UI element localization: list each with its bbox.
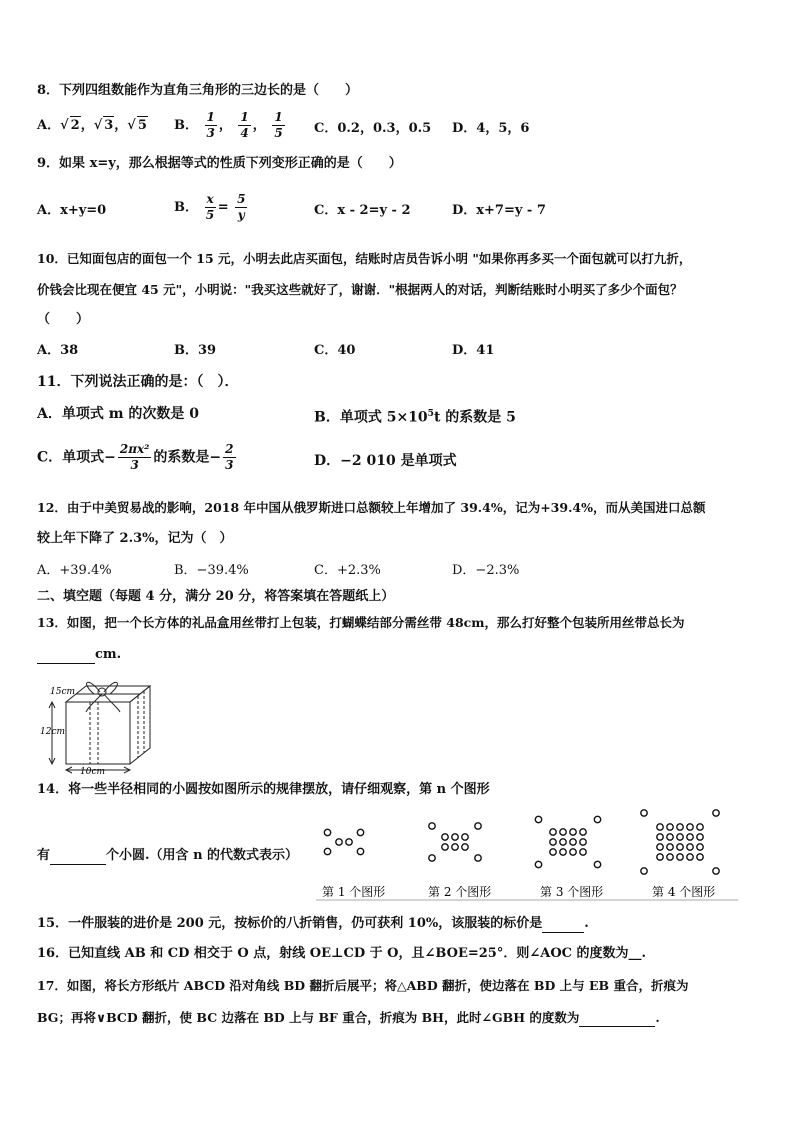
q11-option-b: B．单项式 $5\times 10^5t$ 的系数是 5 xyxy=(314,409,516,426)
pattern-circle xyxy=(687,834,693,840)
pattern-circle xyxy=(657,834,663,840)
pattern-circle xyxy=(667,834,673,840)
q8-option-b: B． $\frac{1}{3}$ ， $\frac{1}{4}$ ， $\frac{1}{5}$ xyxy=(174,110,283,140)
q8-stem: 8．下列四组数能作为直角三角形的三边长的是（ ） xyxy=(37,83,359,98)
q11-option-a: A．单项式 m 的次数是 0 xyxy=(37,406,200,422)
q13-line1: 13．如图，把一个长方体的礼品盒用丝带打上包装，打蝴蝶结部分需丝带 48cm，那么打好整个包装所用丝带总长为 xyxy=(37,615,685,630)
pattern-caption-2: 第 2 个图形 xyxy=(428,885,492,899)
q9-option-d: D．x+7=y - 7 xyxy=(452,203,546,218)
pattern-circle xyxy=(697,824,703,830)
pattern-circle xyxy=(697,834,703,840)
pattern-caption-1: 第 1 个图形 xyxy=(322,885,386,899)
q17-line2: BG；再将∨BCD 翻折，使 BC 边落在 BD 上与 BF 重合，折痕为 BH，此时∠GBH 的度数为 . xyxy=(37,1010,660,1025)
box-width-label: 10cm xyxy=(80,767,106,776)
pattern-circle xyxy=(677,854,683,860)
q9-stem: 9．如果 x=y，那么根据等式的性质下列变形正确的是（ ） xyxy=(37,156,402,171)
q12-option-d: D．−2.3% xyxy=(452,563,520,578)
pattern-circle xyxy=(442,834,448,840)
q9-option-c: C．x - 2=y - 2 xyxy=(314,203,411,218)
q8-option-d: D．4，5，6 xyxy=(452,121,530,136)
pattern-corner-circle xyxy=(641,810,647,816)
q11-option-c: C．单项式− $\frac{\text{2πx²}}{3}$ 的系数是− $\frac{2}{3}$ xyxy=(37,442,234,472)
q12-line2: 较上年下降了 2.3%，记为（ ） xyxy=(37,531,233,546)
pattern-circle xyxy=(667,854,673,860)
q14-line2: 有 个小圆.（用含 n 的代数式表示） xyxy=(37,848,299,863)
pattern-circle xyxy=(667,844,673,850)
pattern-circle xyxy=(580,829,586,835)
q10-line2: 价钱会比现在便宜 45 元"，小明说："我买这些就好了，谢谢．"根据两人的对话，判断结账时小明买了多少个面包？ xyxy=(37,282,683,297)
q10-option-c: C．40 xyxy=(314,343,356,358)
pattern-circle xyxy=(550,839,556,845)
pattern-corner-circle xyxy=(475,823,481,829)
pattern-circle xyxy=(657,854,663,860)
q9-option-a: A．x+y=0 xyxy=(37,203,107,218)
pattern-circle xyxy=(462,844,468,850)
pattern-corner-circle xyxy=(641,868,647,874)
pattern-circle xyxy=(560,849,566,855)
pattern-circle xyxy=(346,839,352,845)
pattern-corner-circle xyxy=(357,848,363,854)
pattern-circle xyxy=(580,849,586,855)
q12-option-b: B．−39.4% xyxy=(174,563,249,578)
section-heading: 二、填空题（每题 4 分，满分 20 分，将答案填在答题纸上） xyxy=(37,589,395,604)
pattern-corner-circle xyxy=(713,810,719,816)
q8-option-c: C．0.2，0.3，0.5 xyxy=(314,121,432,136)
pattern-circle xyxy=(657,824,663,830)
q9-option-b: B． $\frac{x}{5}$ = $\frac{5}{y}$ xyxy=(174,192,246,222)
q15-line: 15．一件服装的进价是 200 元，按标价的八折销售，仍可获利 10%，该服装的标价是 . xyxy=(37,916,589,931)
pattern-circle xyxy=(687,854,693,860)
pattern-circle xyxy=(687,824,693,830)
pattern-corner-circle xyxy=(594,816,600,822)
pattern-circle xyxy=(570,849,576,855)
q17-line1: 17．如图，将长方形纸片 ABCD 沿对角线 BD 翻折后展平；将△ABD 翻折，使边落在 BD 上与 EB 重合，折痕为 xyxy=(37,978,689,993)
q14-line1: 14．将一些半径相同的小圆按如图所示的规律摆放，请仔细观察，第 n 个图形 xyxy=(37,782,490,797)
q11-option-d: D．−2 010 是单项式 xyxy=(314,453,457,469)
q10-line3: （ ） xyxy=(37,312,90,327)
q14-answer-blank[interactable] xyxy=(50,864,106,865)
q10-option-b: B．39 xyxy=(174,343,217,358)
pattern-corner-circle xyxy=(429,823,435,829)
pattern-circle xyxy=(550,849,556,855)
pattern-circle xyxy=(697,844,703,850)
pattern-corner-circle xyxy=(475,855,481,861)
q10-option-d: D．41 xyxy=(452,343,495,358)
q12-line1: 12．由于中美贸易战的影响，2018 年中国从俄罗斯进口总额较上年增加了 39.4%，记为+39.4%，而从美国进口总额 xyxy=(37,500,706,515)
circle-pattern-figure xyxy=(310,806,742,906)
q12-option-a: A．+39.4% xyxy=(37,563,112,578)
pattern-circle xyxy=(667,824,673,830)
q16-line: 16．已知直线 AB 和 CD 相交于 O 点，射线 OE⊥CD 于 O，且∠BOE=25°．则∠AOC 的度数为__. xyxy=(37,946,647,961)
pattern-circle xyxy=(560,829,566,835)
q10-option-a: A．38 xyxy=(37,343,79,358)
q10-line1: 10．已知面包店的面包一个 15 元，小明去此店买面包，结账时店员告诉小明 "如果你再多买一个面包就可以打九折， xyxy=(37,251,692,266)
pattern-caption-3: 第 3 个图形 xyxy=(540,885,604,899)
pattern-corner-circle xyxy=(357,829,363,835)
pattern-corner-circle xyxy=(535,816,541,822)
pattern-circle xyxy=(570,829,576,835)
q13-line2: cm. xyxy=(37,646,121,664)
pattern-circle xyxy=(687,844,693,850)
pattern-corner-circle xyxy=(324,848,330,854)
q15-answer-blank[interactable] xyxy=(542,932,584,933)
pattern-corner-circle xyxy=(429,855,435,861)
pattern-circle xyxy=(452,834,458,840)
pattern-circle xyxy=(657,844,663,850)
pattern-circle xyxy=(452,844,458,850)
pattern-circle xyxy=(442,844,448,850)
pattern-circle xyxy=(677,834,683,840)
gift-box-figure xyxy=(38,672,158,776)
pattern-circle xyxy=(462,834,468,840)
q11-stem: 11．下列说法正确的是：（ ）． xyxy=(37,374,239,390)
pattern-corner-circle xyxy=(535,861,541,867)
pattern-corner-circle xyxy=(324,829,330,835)
q13-answer-blank[interactable] xyxy=(37,663,95,664)
pattern-corner-circle xyxy=(713,868,719,874)
pattern-circle xyxy=(677,824,683,830)
q8-option-a: A．√ 2，√ 3，√ 5 xyxy=(37,118,147,133)
pattern-circle xyxy=(336,839,342,845)
q17-answer-blank[interactable] xyxy=(579,1026,655,1027)
pattern-circle xyxy=(677,844,683,850)
box-depth-label: 15cm xyxy=(50,687,76,697)
pattern-circle xyxy=(560,839,566,845)
pattern-circle xyxy=(697,854,703,860)
q12-option-c: C．+2.3% xyxy=(314,563,381,578)
pattern-corner-circle xyxy=(594,861,600,867)
pattern-circle xyxy=(570,839,576,845)
box-height-label: 12cm xyxy=(40,727,66,737)
pattern-caption-4: 第 4 个图形 xyxy=(652,885,716,899)
pattern-circle xyxy=(550,829,556,835)
pattern-circle xyxy=(580,839,586,845)
